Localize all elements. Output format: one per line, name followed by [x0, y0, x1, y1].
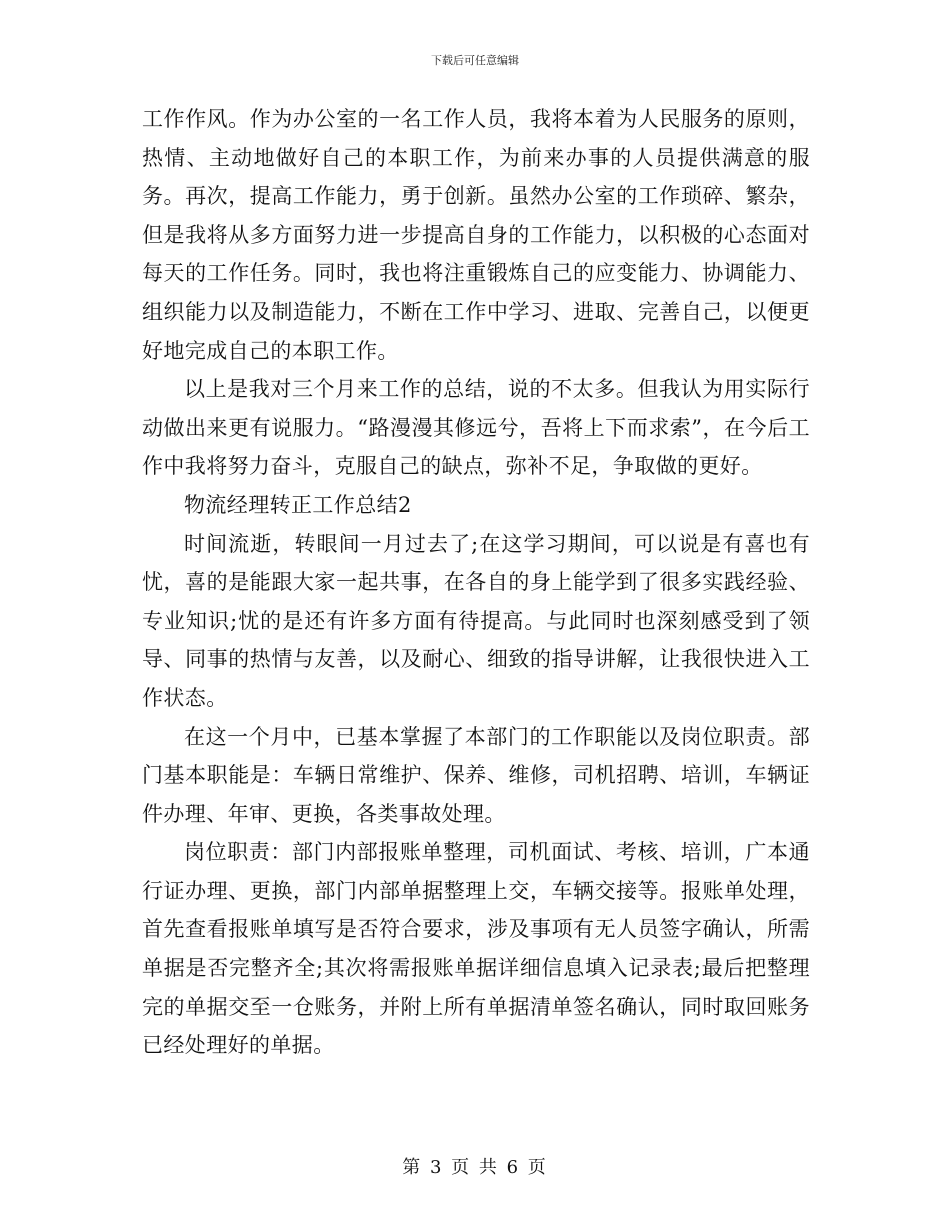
paragraph-2: 以上是我对三个月来工作的总结，说的不太多。但我认为用实际行动做出来更有说服力。“路漫漫其修远兮，吾将上下而求索”，在今后工作中我将努力奋斗，克服自己的缺点，弥补不足，争取做的更好。	[142, 377, 810, 479]
paragraph-5: 岗位职责：部门内部报账单整理，司机面试、考核、培训，广本通行证办理、更换，部门内部单据整理上交，车辆交接等。报账单处理，首先查看报账单填写是否符合要求，涉及事项有无人员签字确认，所需单据是否完整齐全;其次将需报账单据详细信息填入记录表;最后把整理完的单据交至一仓账务，并附上所有单据清单签名确认，同时取回账务已经处理好的单据。	[142, 840, 810, 1058]
paragraph-1: 工作作风。作为办公室的一名工作人员，我将本着为人民服务的原则，热情、主动地做好自己的本职工作，为前来办事的人员提供满意的服务。再次，提高工作能力，勇于创新。虽然办公室的工作琐碎、繁杂，但是我将从多方面努力进一步提高自身的工作能力，以积极的心态面对每天的工作任务。同时，我也将注重锻炼自己的应变能力、协调能力、组织能力以及制造能力，不断在工作中学习、进取、完善自己，以便更好地完成自己的本职工作。	[142, 107, 810, 363]
page-number: 第 3 页 共 6 页	[402, 1157, 548, 1178]
paragraph-3: 时间流逝，转眼间一月过去了;在这学习期间，可以说是有喜也有忧，喜的是能跟大家一起共事，在各自的身上能学到了很多实践经验、专业知识;忧的是还有许多方面有待提高。与此同时也深刻感受到了领导、同事的热情与友善，以及耐心、细致的指导讲解，让我很快进入工作状态。	[142, 531, 810, 710]
page-header: 下载后可任意编辑	[431, 54, 519, 67]
document-body	[142, 100, 810, 1065]
section-heading: 物流经理转正工作总结2	[184, 492, 412, 517]
paragraph-4: 在这一个月中，已基本掌握了本部门的工作职能以及岗位职责。部门基本职能是：车辆日常维护、保养、维修，司机招聘、培训，车辆证件办理、年审、更换，各类事故处理。	[142, 724, 810, 826]
